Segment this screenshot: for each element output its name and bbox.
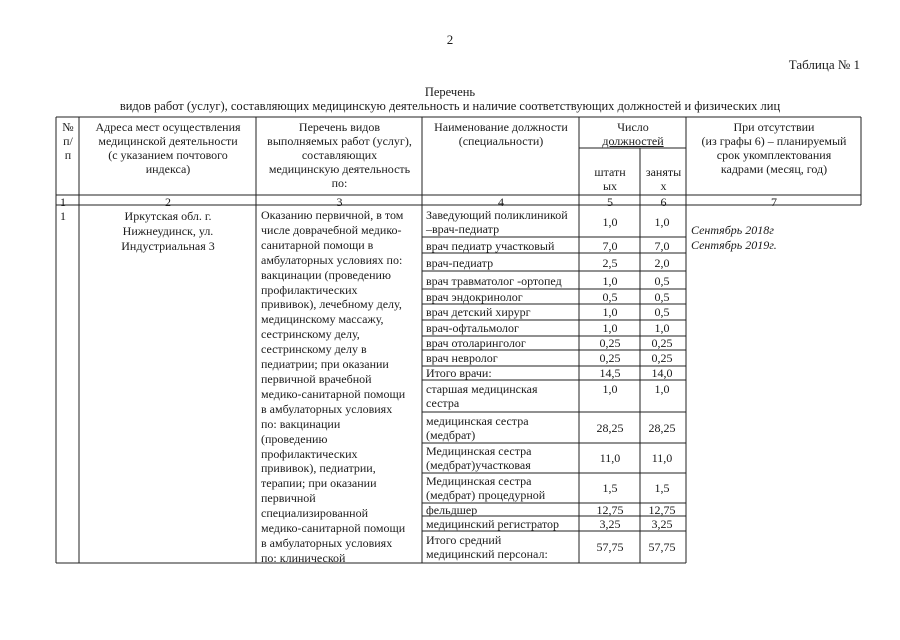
occupied-value: 28,25	[648, 421, 676, 435]
position-name: врач отоларинголог	[426, 336, 526, 350]
staff-value: 1,0	[602, 382, 618, 396]
occupied-value: 0,5	[654, 305, 670, 319]
staff-value: 11,0	[599, 451, 621, 465]
header-col3: Перечень видов выполняемых работ (услуг), составляющих медицинскую деятельность по:	[267, 120, 412, 190]
position-name: фельдшер	[426, 503, 478, 517]
row-number: 1	[60, 209, 66, 223]
plan-dates-cell: Сентябрь 2018г Сентябрь 2019г.	[691, 223, 777, 252]
header-col2: Адреса мест осуществления медицинской деятельности (с указанием почтового индекса)	[95, 120, 241, 176]
staff-value: 1,5	[602, 481, 618, 495]
staff-value: 1,0	[602, 215, 618, 229]
occupied-value: 0,25	[651, 351, 673, 365]
staff-value: 7,0	[602, 239, 618, 253]
header-col6: заняты х	[645, 165, 682, 193]
position-name: медицинский регистратор	[426, 517, 560, 531]
col-number: 2	[165, 195, 171, 209]
occupied-value: 0,25	[651, 336, 673, 350]
position-name: Итого средний медицинский персонал:	[426, 533, 548, 561]
staff-value: 0,5	[602, 290, 618, 304]
staff-value: 1,0	[602, 274, 618, 288]
header-col7: При отсутствии (из графы 6) – планируемый срок укомплектования кадрами (месяц, год)	[701, 120, 847, 176]
occupied-value: 7,0	[654, 239, 670, 253]
col-number: 6	[660, 195, 667, 209]
staff-value: 0,25	[599, 351, 621, 365]
document-subtitle: видов работ (услуг), составляющих медицинскую деятельность и наличие соответствующих должностей и физических лиц	[119, 99, 781, 113]
col-number: 7	[771, 195, 777, 209]
col-number: 3	[336, 195, 343, 209]
page-number: 2	[446, 32, 454, 47]
staff-value: 57,75	[596, 540, 624, 554]
staff-value: 0,25	[599, 336, 621, 350]
col-number: 4	[498, 195, 504, 209]
staff-value: 1,0	[602, 321, 618, 335]
occupied-value: 12,75	[648, 503, 676, 517]
position-name: Заведующий поликлиникой –врач-педиатр	[426, 208, 568, 236]
header-col5: штатн ых	[594, 165, 626, 193]
staff-value: 28,25	[596, 421, 624, 435]
position-name: врач эндокринолог	[426, 290, 523, 304]
document-title: Перечень	[424, 85, 476, 99]
occupied-value: 14,0	[651, 366, 673, 380]
header-col1: № п/ п	[62, 120, 74, 162]
header-col4: Наименование должности (специальности)	[434, 120, 568, 148]
position-name: Медицинская сестра (медбрат)участковая	[426, 444, 532, 472]
position-name: врач педиатр участковый	[426, 239, 555, 253]
staff-value: 3,25	[599, 517, 621, 531]
occupied-value: 1,0	[654, 321, 670, 335]
col-number: 5	[607, 195, 613, 209]
position-name: врач-педиатр	[426, 256, 494, 270]
occupied-value: 1,0	[654, 215, 670, 229]
position-name: врач детский хирург	[426, 305, 531, 319]
staff-value: 12,75	[596, 503, 624, 517]
staff-value: 14,5	[599, 366, 621, 380]
occupied-value: 1,0	[654, 382, 670, 396]
occupied-value: 2,0	[654, 256, 670, 270]
staff-value: 2,5	[602, 256, 618, 270]
position-name: старшая медицинская сестра	[426, 382, 538, 410]
table-label: Таблица № 1	[788, 57, 860, 72]
address-cell: Иркутская обл. г. Нижнеудинск, ул. Индустриальная 3	[121, 209, 215, 253]
position-name: Медицинская сестра (медбрат) процедурной	[426, 474, 546, 502]
staff-value: 1,0	[602, 305, 618, 319]
col-number: 1	[60, 195, 66, 209]
position-name: врач травматолог -ортопед	[426, 274, 562, 288]
header-col56-group: Число должностей	[602, 120, 664, 148]
occupied-value: 11,0	[651, 451, 673, 465]
position-name: медицинская сестра (медбрат)	[426, 414, 529, 442]
occupied-value: 0,5	[654, 290, 670, 304]
position-name: Итого врачи:	[426, 366, 492, 380]
occupied-value: 57,75	[648, 540, 676, 554]
position-name: врач-офтальмолог	[426, 321, 519, 335]
works-cell: Оказанию первичной, в том числе доврачебной медико- санитарной помощи в амбулаторных условиях по: вакцинации (проведению профилактических прививок), лечебному делу, медицинскому массажу, сестринскому делу, сестринскому делу в педиатрии; при оказании первичной врачебной медико-санитарной помощи в амбулаторных условиях по: вакцинации (проведению профилактических прививок), педиатрии, терапии; при оказании первичной специализированной медико-санитарной помощи в амбулаторных условиях по: клинической	[261, 208, 406, 565]
occupied-value: 1,5	[654, 481, 670, 495]
position-name: врач невролог	[426, 351, 498, 365]
occupied-value: 0,5	[654, 274, 670, 288]
occupied-value: 3,25	[651, 517, 673, 531]
